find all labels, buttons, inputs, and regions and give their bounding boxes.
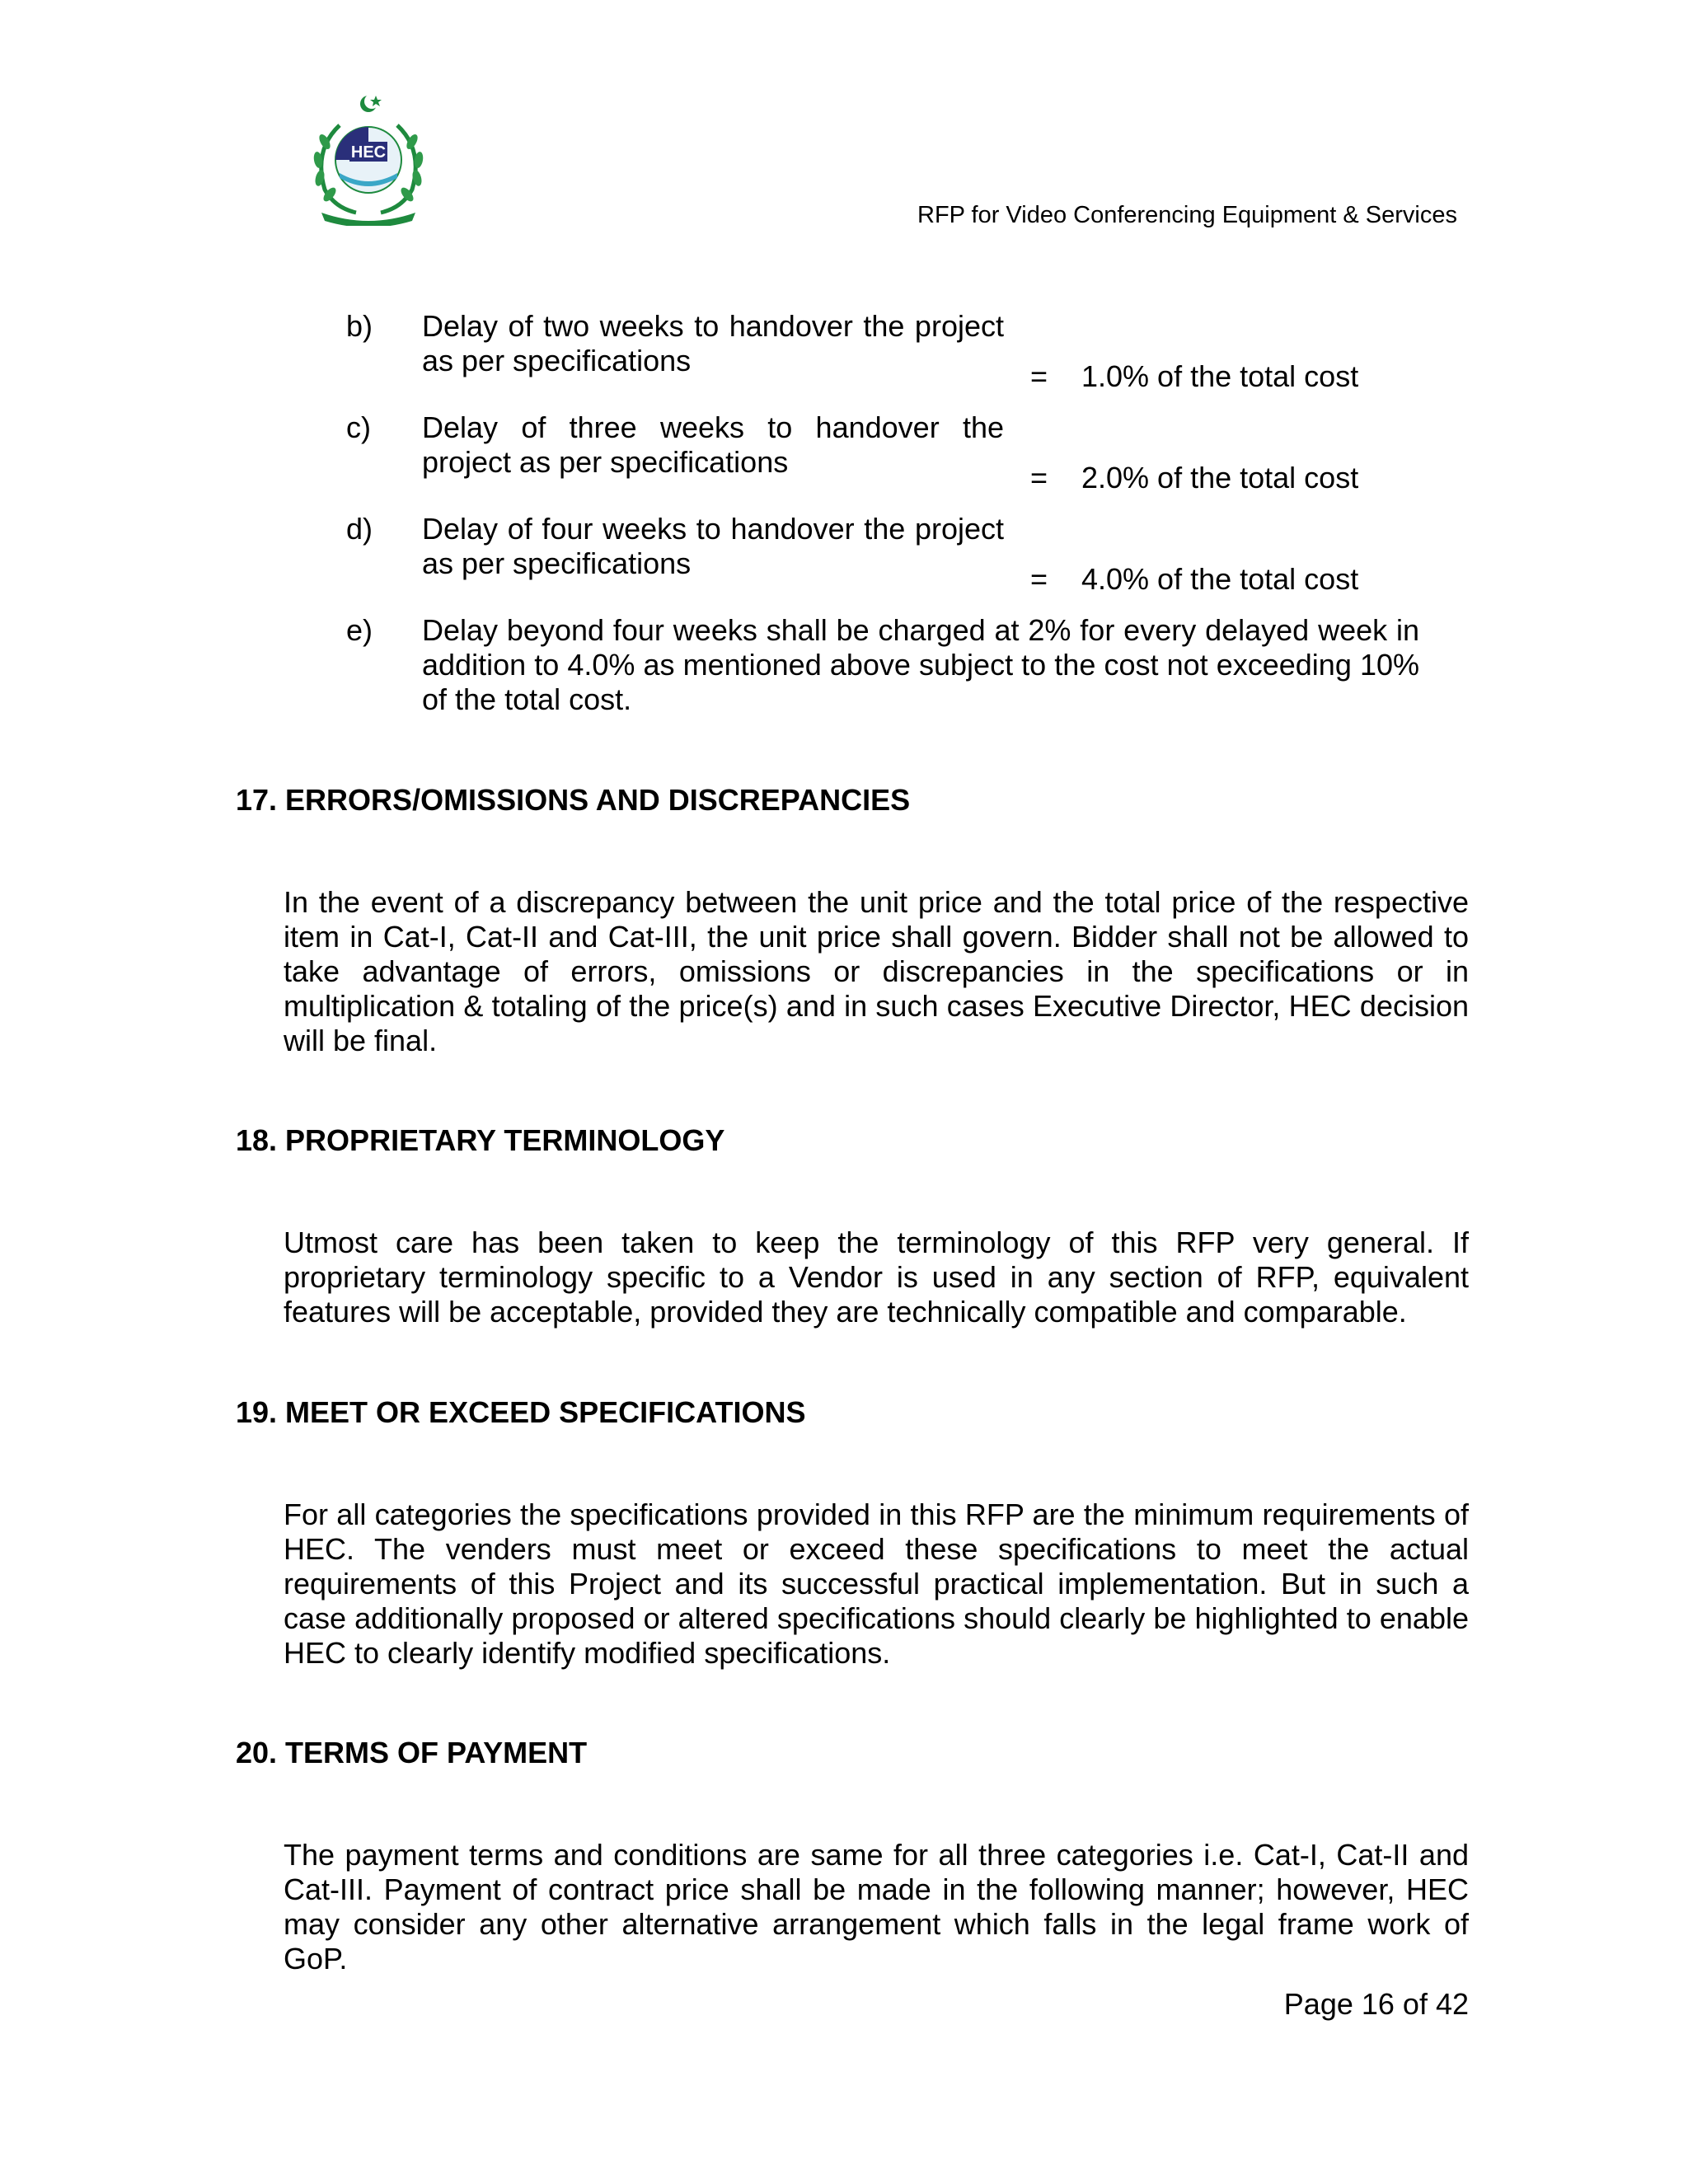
penalty-item-c-value: 2.0% of the total cost bbox=[1081, 461, 1359, 494]
equals-sign-b: = bbox=[1030, 359, 1048, 393]
list-marker-b: b) bbox=[346, 309, 373, 343]
list-marker-c: c) bbox=[346, 410, 371, 444]
list-marker-d: d) bbox=[346, 512, 373, 546]
penalty-item-b-text: Delay of two weeks to handover the project as per specifications bbox=[422, 309, 1004, 377]
equals-sign-d: = bbox=[1030, 562, 1048, 596]
penalty-item-d-text: Delay of four weeks to handover the project as per specifications bbox=[422, 512, 1004, 580]
hec-logo bbox=[307, 92, 430, 226]
section-body-18: Utmost care has been taken to keep the terminology of this RFP very general. If proprietary terminology specific to a Vendor is used in any section of RFP, equivalent features will be acceptable, provided they are technically compatible and comparable. bbox=[284, 1226, 1469, 1329]
svg-text:HEC: HEC bbox=[350, 143, 387, 162]
equals-sign-c: = bbox=[1030, 461, 1048, 494]
section-heading-19: 19. MEET OR EXCEED SPECIFICATIONS bbox=[236, 1395, 806, 1429]
section-heading-20: 20. TERMS OF PAYMENT bbox=[236, 1736, 588, 1769]
list-marker-e: e) bbox=[346, 613, 373, 647]
section-body-19: For all categories the specifications provided in this RFP are the minimum requirements of HEC. The venders must meet or exceed these specifications to meet the actual requirements of this Project and its successful practical implementation. But in such a case additionally proposed or altered specifications should clearly be highlighted to enable HEC to clearly identify modified specifications. bbox=[284, 1497, 1469, 1670]
page-number: Page 16 of 42 bbox=[1283, 1987, 1469, 2021]
penalty-item-b-value: 1.0% of the total cost bbox=[1081, 359, 1359, 393]
document-header-title: RFP for Video Conferencing Equipment & Services bbox=[917, 202, 1457, 228]
section-heading-18: 18. PROPRIETARY TERMINOLOGY bbox=[236, 1123, 725, 1157]
section-heading-17: 17. ERRORS/OMISSIONS AND DISCREPANCIES bbox=[236, 783, 911, 817]
penalty-item-e-text: Delay beyond four weeks shall be charged at 2% for every delayed week in addition to 4.0% as mentioned above subject to the cost not exceeding 10% of the total cost. bbox=[422, 613, 1419, 716]
section-body-17: In the event of a discrepancy between the unit price and the total price of the respective item in Cat-I, Cat-II and Cat-III, the unit price shall govern. Bidder shall not be allowed to take advantage of errors, omissions or discrepancies in the specifications or in multiplication & totaling of the price(s) and in such cases Executive Director, HEC decision will be final. bbox=[284, 885, 1469, 1057]
penalty-item-c-text: Delay of three weeks to handover the project as per specifications bbox=[422, 410, 1004, 479]
section-body-20: The payment terms and conditions are same for all three categories i.e. Cat-I, Cat-II and Cat-III. Payment of contract price shall be made in the following manner; however, HEC may consider any other alternative arrangement which falls in the legal frame work of GoP. bbox=[284, 1838, 1469, 1975]
hec-emblem-icon bbox=[307, 92, 430, 226]
penalty-item-d-value: 4.0% of the total cost bbox=[1081, 562, 1359, 596]
